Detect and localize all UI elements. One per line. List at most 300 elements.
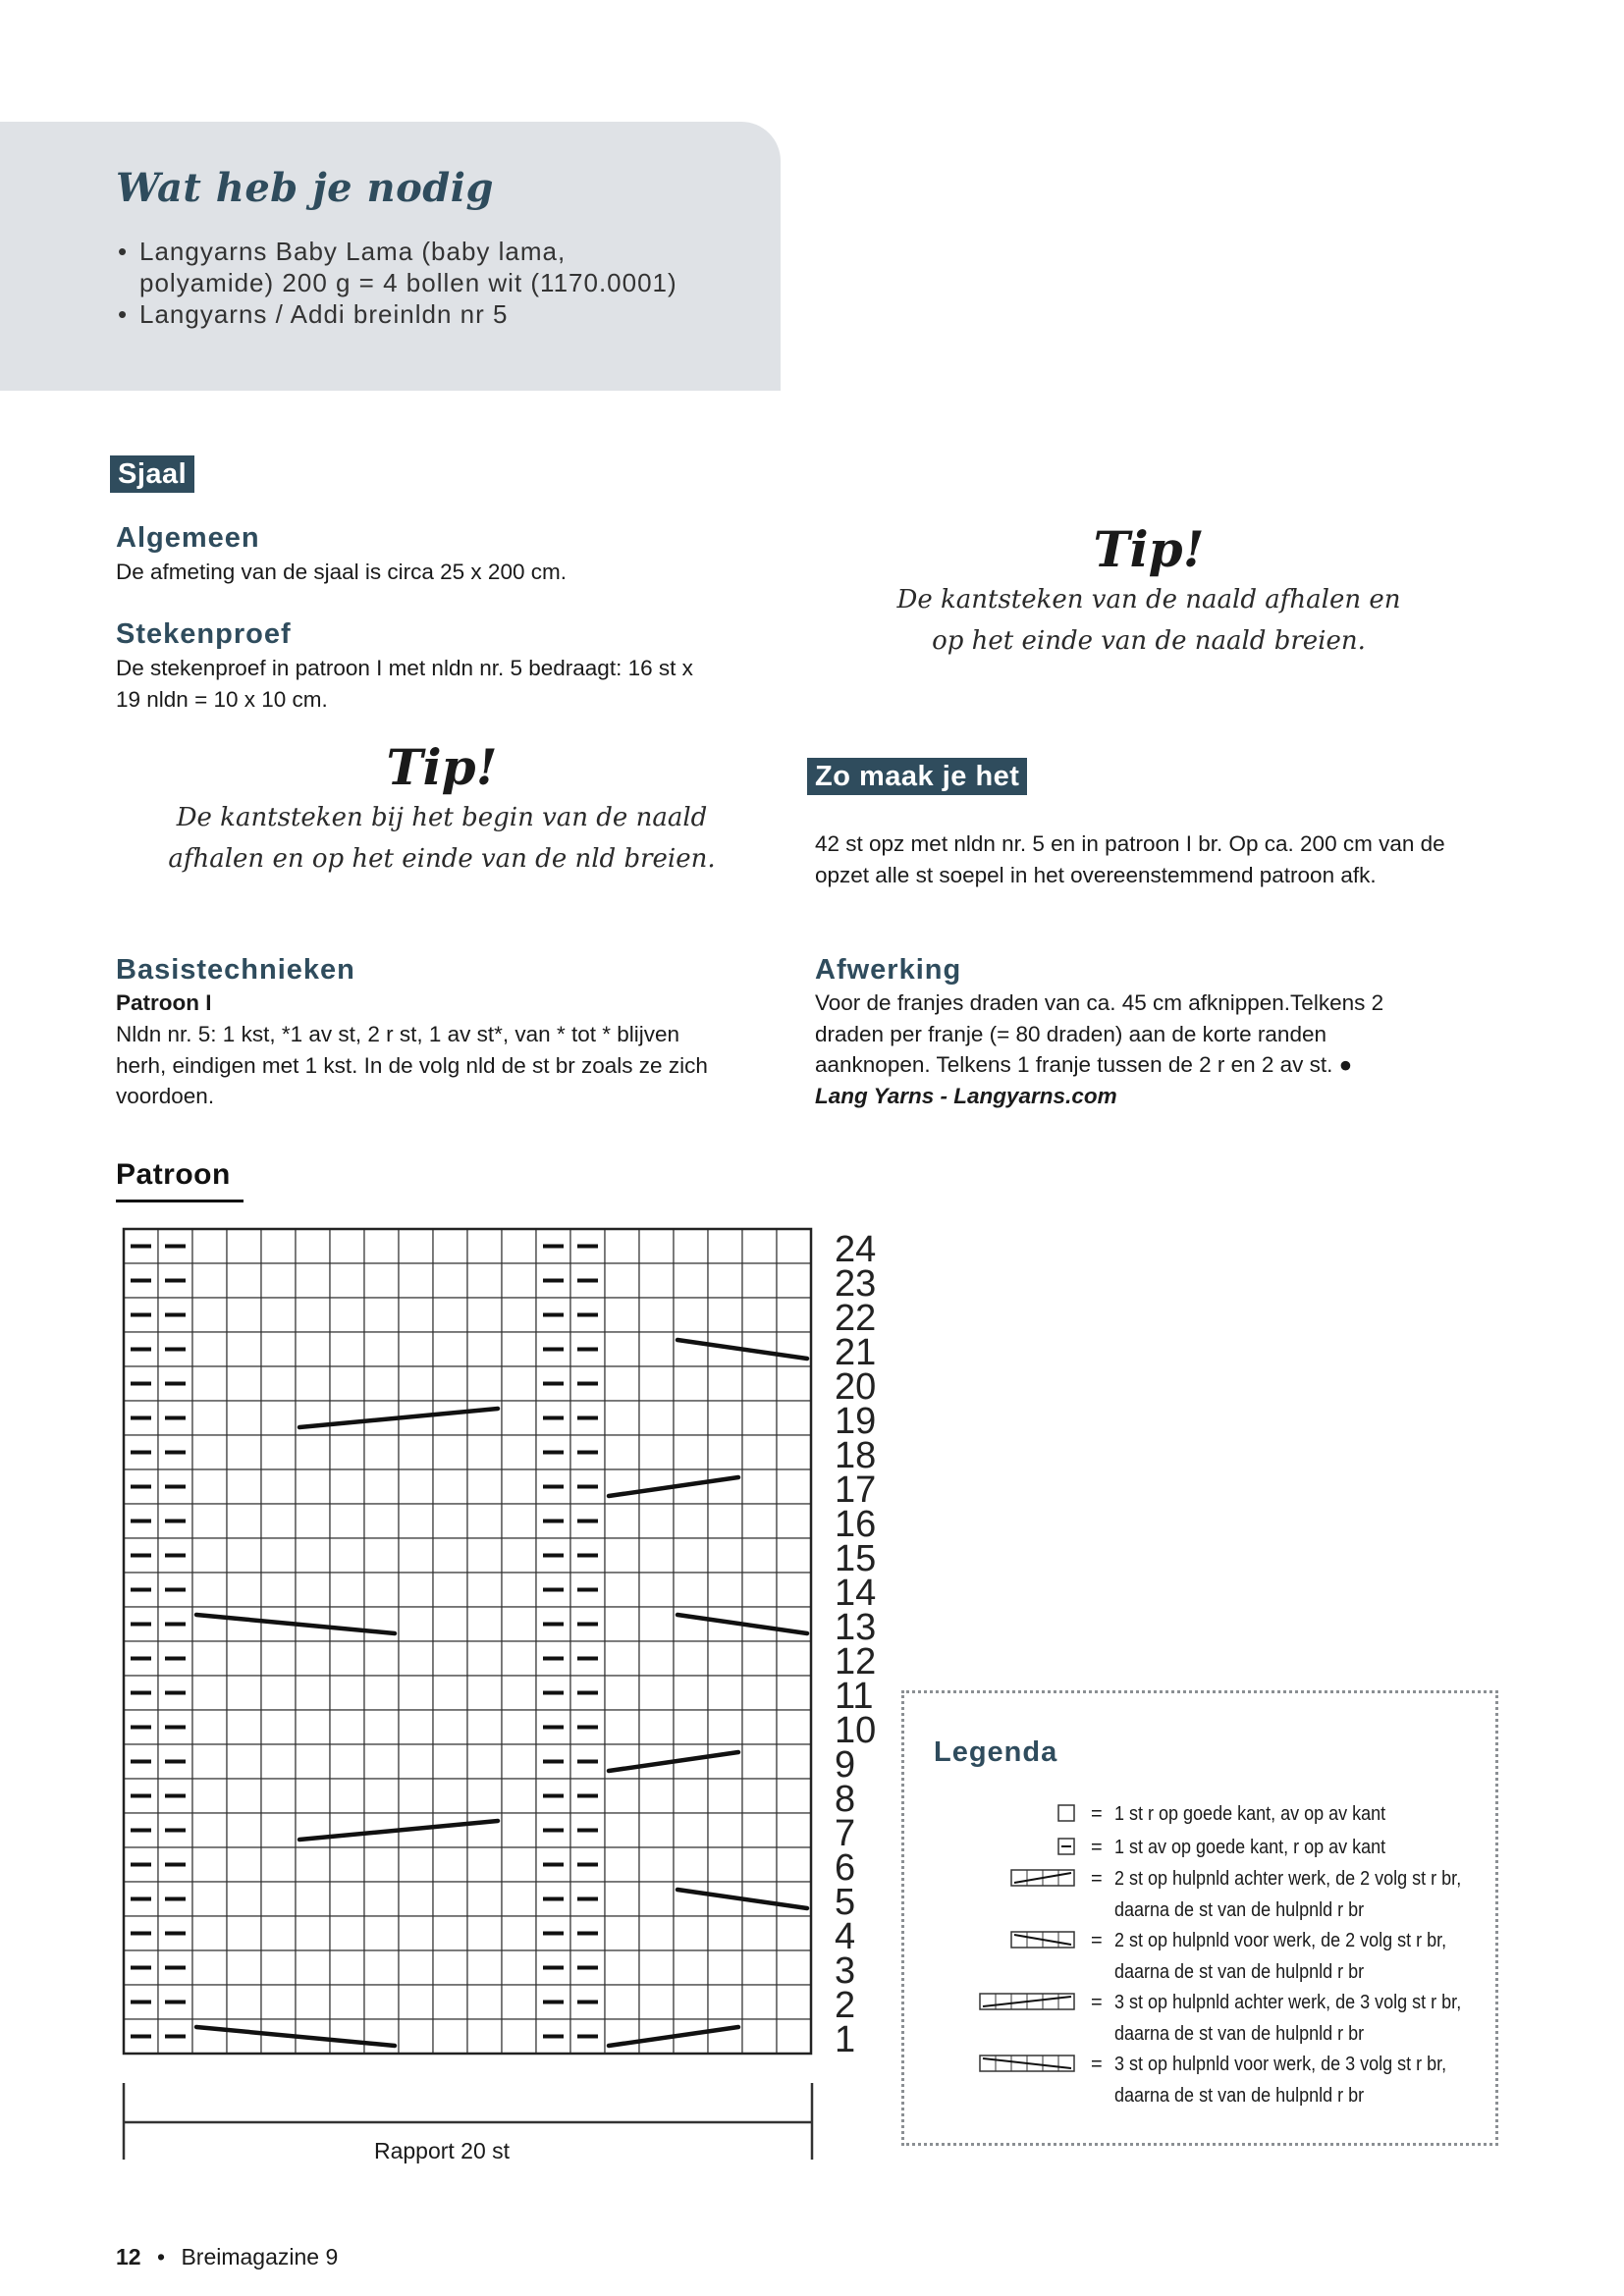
chart-cell bbox=[261, 1366, 296, 1401]
chart-cell bbox=[433, 1950, 467, 1985]
chart-cell bbox=[124, 1469, 158, 1504]
chart-cell bbox=[742, 2019, 777, 2054]
chart-cell bbox=[158, 1229, 192, 1263]
chart-cell bbox=[777, 1332, 811, 1366]
chart-cell bbox=[467, 1607, 502, 1641]
chart-cell bbox=[296, 1504, 330, 1538]
legend-entry bbox=[944, 1926, 1493, 1985]
chart-cell bbox=[708, 1779, 742, 1813]
row-number: 8 bbox=[835, 1779, 856, 1820]
legend-description: 1 st r op goede kant, av op av kant bbox=[1114, 1803, 1386, 1825]
chart-cell bbox=[364, 1779, 399, 1813]
chart-cell bbox=[674, 1504, 708, 1538]
section-tag-sjaal: Sjaal bbox=[110, 455, 194, 493]
chart-cell bbox=[227, 1229, 261, 1263]
cable-3-front-icon bbox=[979, 2055, 1075, 2077]
tip-title: Tip! bbox=[386, 738, 498, 796]
chart-cell bbox=[674, 1401, 708, 1435]
chart-cell bbox=[364, 1744, 399, 1779]
row-number: 9 bbox=[835, 1744, 856, 1786]
chart-cell bbox=[467, 1744, 502, 1779]
text-basistechnieken: Nldn nr. 5: 1 kst, *1 av st, 2 r st, 1 av st*, van * tot * blijven herh, eindigen met 1 kst. In de volg nld de st br zoals ze zich voordoen. bbox=[116, 1022, 708, 1108]
chart-cell bbox=[777, 1263, 811, 1298]
chart-cell bbox=[330, 1504, 364, 1538]
chart-cell bbox=[502, 1332, 536, 1366]
chart-cell bbox=[158, 1985, 192, 2019]
magazine-name: Breimagazine 9 bbox=[181, 2244, 339, 2269]
chart-cell bbox=[502, 1744, 536, 1779]
chart-cell bbox=[399, 1573, 433, 1607]
chart-cell bbox=[227, 1469, 261, 1504]
chart-cell bbox=[124, 1847, 158, 1882]
legend-description: 3 st op hulpnld voor werk, de 3 volg st r br, daarna de st van de hulpnld r br bbox=[1114, 2054, 1447, 2107]
chart-cell bbox=[261, 1469, 296, 1504]
chart-cell bbox=[639, 1950, 674, 1985]
legend-equals: = bbox=[1091, 1803, 1103, 1825]
chart-cell bbox=[399, 1504, 433, 1538]
chart-cell bbox=[467, 1950, 502, 1985]
chart-cell bbox=[399, 1332, 433, 1366]
chart-cell bbox=[708, 1607, 742, 1641]
chart-cell bbox=[296, 1401, 330, 1435]
chart-cell bbox=[570, 1435, 605, 1469]
chart-cell bbox=[399, 1676, 433, 1710]
chart-cell bbox=[330, 1263, 364, 1298]
chart-border bbox=[124, 1229, 811, 2054]
chart-cell bbox=[399, 2019, 433, 2054]
chart-cell bbox=[261, 1332, 296, 1366]
chart-cell bbox=[124, 1779, 158, 1813]
chart-cell bbox=[742, 1779, 777, 1813]
chart-cell bbox=[536, 1332, 570, 1366]
chart-cell bbox=[433, 1641, 467, 1676]
text-algemeen: De afmeting van de sjaal is circa 25 x 200 cm. bbox=[116, 560, 567, 584]
chart-cell bbox=[330, 1744, 364, 1779]
chart-cell bbox=[708, 1710, 742, 1744]
chart-cell bbox=[296, 1607, 330, 1641]
chart-cell bbox=[330, 1779, 364, 1813]
chart-cell bbox=[777, 1710, 811, 1744]
chart-cell bbox=[674, 1779, 708, 1813]
chart-cell bbox=[605, 1847, 639, 1882]
chart-cell bbox=[227, 1607, 261, 1641]
legend-entry bbox=[944, 1864, 1493, 1923]
chart-cell bbox=[605, 1573, 639, 1607]
row-number: 2 bbox=[835, 1985, 856, 2026]
chart-cell bbox=[742, 1607, 777, 1641]
chart-cell bbox=[777, 1641, 811, 1676]
chart-cell bbox=[399, 1435, 433, 1469]
chart-cell bbox=[296, 1538, 330, 1573]
chart-cell bbox=[536, 1401, 570, 1435]
chart-cell bbox=[708, 1813, 742, 1847]
chart-cell bbox=[536, 1641, 570, 1676]
chart-cell bbox=[433, 1710, 467, 1744]
chart-cell bbox=[399, 1916, 433, 1950]
chart-cell bbox=[227, 1882, 261, 1916]
row-number: 13 bbox=[835, 1607, 877, 1648]
chart-cell bbox=[124, 2019, 158, 2054]
chart-cell bbox=[227, 1847, 261, 1882]
chart-cell bbox=[708, 1504, 742, 1538]
chart-cell bbox=[227, 2019, 261, 2054]
chart-cell bbox=[296, 1332, 330, 1366]
chart-cell bbox=[777, 1779, 811, 1813]
chart-cell bbox=[502, 1366, 536, 1401]
patroon-title-underline bbox=[116, 1200, 244, 1202]
chart-cell bbox=[192, 1710, 227, 1744]
chart-cell bbox=[433, 1813, 467, 1847]
chart-cell bbox=[227, 1298, 261, 1332]
chart-cell bbox=[124, 1710, 158, 1744]
cable-2-back-icon bbox=[1010, 1869, 1075, 1892]
chart-cell bbox=[708, 1950, 742, 1985]
row-number: 22 bbox=[835, 1298, 877, 1339]
chart-cell bbox=[708, 1401, 742, 1435]
chart-cell bbox=[192, 1847, 227, 1882]
chart-cell bbox=[674, 1916, 708, 1950]
chart-cell bbox=[742, 1298, 777, 1332]
row-number: 1 bbox=[835, 2019, 856, 2060]
chart-cell bbox=[742, 1469, 777, 1504]
chart-cell bbox=[158, 1538, 192, 1573]
chart-cell bbox=[570, 1538, 605, 1573]
chart-cell bbox=[261, 1504, 296, 1538]
chart-cell bbox=[330, 1573, 364, 1607]
chart-cell bbox=[502, 1573, 536, 1607]
chart-cell bbox=[708, 1332, 742, 1366]
chart-cell bbox=[158, 1332, 192, 1366]
chart-cell bbox=[227, 1504, 261, 1538]
chart-cell bbox=[570, 1401, 605, 1435]
chart-cell bbox=[364, 1813, 399, 1847]
chart-cell bbox=[192, 1779, 227, 1813]
chart-cell bbox=[261, 1744, 296, 1779]
chart-cell bbox=[158, 1882, 192, 1916]
text-afwerking: Voor de franjes draden van ca. 45 cm afknippen.Telkens 2 draden per franje (= 80 draden) aan de korte randen aanknopen. Telkens 1 franje tussen de 2 r en 2 av st. ● bbox=[815, 990, 1384, 1077]
chart-cell bbox=[124, 1401, 158, 1435]
purl-square-icon bbox=[1057, 1838, 1075, 1860]
chart-cell bbox=[742, 1229, 777, 1263]
chart-cell bbox=[399, 1985, 433, 2019]
chart-cell bbox=[261, 1882, 296, 1916]
chart-cell bbox=[708, 1847, 742, 1882]
chart-cell bbox=[330, 1229, 364, 1263]
chart-cell bbox=[708, 1469, 742, 1504]
chart-cell bbox=[261, 1401, 296, 1435]
chart-cell bbox=[674, 1263, 708, 1298]
chart-cell bbox=[674, 1229, 708, 1263]
chart-cell bbox=[261, 1985, 296, 2019]
chart-cell bbox=[330, 1882, 364, 1916]
chart-cell bbox=[502, 1779, 536, 1813]
chart-cell bbox=[399, 1298, 433, 1332]
chart-cell bbox=[330, 1676, 364, 1710]
chart-cell bbox=[158, 1641, 192, 1676]
chart-cell bbox=[502, 1401, 536, 1435]
chart-cell bbox=[399, 1882, 433, 1916]
chart-cell bbox=[364, 2019, 399, 2054]
chart-cell bbox=[399, 1229, 433, 1263]
row-number: 15 bbox=[835, 1538, 877, 1579]
chart-cell bbox=[330, 1985, 364, 2019]
chart-cell bbox=[330, 1847, 364, 1882]
chart-cell bbox=[261, 1779, 296, 1813]
chart-cell bbox=[467, 1985, 502, 2019]
chart-cell bbox=[674, 1985, 708, 2019]
chart-cell bbox=[433, 1985, 467, 2019]
chart-cell bbox=[261, 1229, 296, 1263]
chart-cell bbox=[261, 1538, 296, 1573]
chart-cell bbox=[777, 1504, 811, 1538]
chart-cell bbox=[227, 1538, 261, 1573]
chart-cell bbox=[674, 1813, 708, 1847]
chart-cell bbox=[227, 1401, 261, 1435]
chart-cell bbox=[261, 1607, 296, 1641]
chart-cell bbox=[570, 1916, 605, 1950]
chart-cell bbox=[502, 1916, 536, 1950]
cable-mark bbox=[299, 1821, 498, 1840]
chart-cell bbox=[433, 1779, 467, 1813]
chart-cell bbox=[330, 1469, 364, 1504]
cable-mark bbox=[609, 1752, 738, 1771]
chart-cell bbox=[742, 1813, 777, 1847]
chart-cell bbox=[261, 1916, 296, 1950]
chart-cell bbox=[433, 1573, 467, 1607]
chart-cell bbox=[192, 1744, 227, 1779]
chart-cell bbox=[536, 1607, 570, 1641]
chart-cell bbox=[261, 1641, 296, 1676]
legend-equals: = bbox=[1091, 1868, 1103, 1890]
chart-cell bbox=[777, 1985, 811, 2019]
chart-cell bbox=[639, 1847, 674, 1882]
chart-cell bbox=[742, 1401, 777, 1435]
chart-cell bbox=[639, 1916, 674, 1950]
chart-cell bbox=[330, 2019, 364, 2054]
chart-cell bbox=[536, 1676, 570, 1710]
chart-cell bbox=[227, 1779, 261, 1813]
chart-cell bbox=[639, 1607, 674, 1641]
chart-cell bbox=[192, 1985, 227, 2019]
chart-cell bbox=[158, 1401, 192, 1435]
chart-cell bbox=[570, 1882, 605, 1916]
chart-cell bbox=[674, 1298, 708, 1332]
chart-cell bbox=[192, 1504, 227, 1538]
row-number: 4 bbox=[835, 1916, 856, 1957]
chart-cell bbox=[124, 1263, 158, 1298]
chart-cell bbox=[227, 1366, 261, 1401]
chart-cell bbox=[296, 2019, 330, 2054]
chart-cell bbox=[227, 1744, 261, 1779]
chart-cell bbox=[605, 1538, 639, 1573]
chart-cell bbox=[296, 1813, 330, 1847]
chart-cell bbox=[192, 1538, 227, 1573]
chart-cell bbox=[399, 1744, 433, 1779]
tip-text: De kantsteken bij het begin van de naald afhalen en op het einde van de nld breien. bbox=[168, 803, 716, 874]
chart-cell bbox=[674, 1950, 708, 1985]
chart-cell bbox=[192, 1332, 227, 1366]
chart-cell bbox=[605, 1985, 639, 2019]
chart-cell bbox=[570, 1298, 605, 1332]
chart-cell bbox=[708, 1435, 742, 1469]
chart-cell bbox=[674, 1607, 708, 1641]
rapport-label: Rapport 20 st bbox=[373, 2138, 511, 2163]
chart-cell bbox=[570, 1779, 605, 1813]
chart-cell bbox=[124, 1813, 158, 1847]
cable-mark bbox=[196, 2027, 395, 2046]
chart-cell bbox=[742, 1263, 777, 1298]
chart-cell bbox=[708, 1985, 742, 2019]
chart-cell bbox=[639, 1882, 674, 1916]
chart-cell bbox=[742, 1641, 777, 1676]
chart-cell bbox=[742, 1332, 777, 1366]
row-number: 6 bbox=[835, 1847, 856, 1889]
chart-cell bbox=[158, 1298, 192, 1332]
legend-equals: = bbox=[1091, 1930, 1103, 1951]
chart-cell bbox=[124, 1573, 158, 1607]
chart-cell bbox=[364, 1676, 399, 1710]
row-number: 14 bbox=[835, 1573, 877, 1614]
chart-cell bbox=[399, 1710, 433, 1744]
chart-cell bbox=[192, 1298, 227, 1332]
chart-cell bbox=[467, 1538, 502, 1573]
chart-cell bbox=[227, 1916, 261, 1950]
chart-cell bbox=[605, 1950, 639, 1985]
chart-cell bbox=[639, 1263, 674, 1298]
row-number: 17 bbox=[835, 1469, 877, 1511]
chart-cell bbox=[296, 1263, 330, 1298]
chart-cell bbox=[639, 2019, 674, 2054]
chart-cell bbox=[330, 1435, 364, 1469]
chart-cell bbox=[227, 1710, 261, 1744]
chart-cell bbox=[708, 1641, 742, 1676]
chart-cell bbox=[467, 1641, 502, 1676]
chart-cell bbox=[742, 1985, 777, 2019]
chart-cell bbox=[536, 1779, 570, 1813]
chart-cell bbox=[399, 1469, 433, 1504]
chart-cell bbox=[570, 1573, 605, 1607]
tip-title: Tip! bbox=[1093, 520, 1205, 578]
chart-cell bbox=[536, 2019, 570, 2054]
heading-basistechnieken: Basistechnieken bbox=[116, 954, 355, 986]
chart-cell bbox=[502, 1847, 536, 1882]
chart-cell bbox=[570, 1744, 605, 1779]
materials-item: • Langyarns Baby Lama (baby lama, polyamide) 200 g = 4 bollen wit (1170.0001) bbox=[118, 236, 689, 298]
chart-cell bbox=[399, 1950, 433, 1985]
chart-cell bbox=[605, 1882, 639, 1916]
chart-cell bbox=[227, 1332, 261, 1366]
chart-cell bbox=[777, 1607, 811, 1641]
chart-cell bbox=[261, 1950, 296, 1985]
chart-cell bbox=[502, 1882, 536, 1916]
chart-cell bbox=[296, 1779, 330, 1813]
chart-cell bbox=[605, 1607, 639, 1641]
chart-cell bbox=[158, 1504, 192, 1538]
chart-cell bbox=[192, 1882, 227, 1916]
chart-cell bbox=[536, 1229, 570, 1263]
chart-cell bbox=[502, 1263, 536, 1298]
chart-cell bbox=[296, 1710, 330, 1744]
cable-2-front-icon bbox=[1010, 1931, 1075, 1953]
chart-cell bbox=[605, 1229, 639, 1263]
chart-cell bbox=[708, 2019, 742, 2054]
chart-cell bbox=[467, 1813, 502, 1847]
chart-cell bbox=[639, 1401, 674, 1435]
chart-cell bbox=[777, 1469, 811, 1504]
chart-cell bbox=[777, 1847, 811, 1882]
chart-cell bbox=[536, 1366, 570, 1401]
chart-cell bbox=[502, 1469, 536, 1504]
chart-cell bbox=[742, 1366, 777, 1401]
chart-cell bbox=[708, 1744, 742, 1779]
chart-cell bbox=[605, 1813, 639, 1847]
chart-cell bbox=[674, 1882, 708, 1916]
chart-cell bbox=[536, 1435, 570, 1469]
chart-cell bbox=[399, 1366, 433, 1401]
chart-cell bbox=[296, 1435, 330, 1469]
tip-text: De kantsteken van de naald afhalen en op het einde van de naald breien. bbox=[896, 585, 1401, 656]
chart-cell bbox=[124, 1916, 158, 1950]
chart-cell bbox=[742, 1710, 777, 1744]
chart-cell bbox=[674, 1469, 708, 1504]
chart-cell bbox=[364, 1607, 399, 1641]
chart-cell bbox=[158, 2019, 192, 2054]
chart-cell bbox=[570, 2019, 605, 2054]
chart-cell bbox=[124, 1744, 158, 1779]
chart-cell bbox=[124, 1676, 158, 1710]
chart-cell bbox=[742, 1744, 777, 1779]
chart-cell bbox=[742, 1573, 777, 1607]
chart-cell bbox=[536, 1882, 570, 1916]
chart-cell bbox=[777, 1573, 811, 1607]
chart-cell bbox=[639, 1229, 674, 1263]
text-zo-maak: 42 st opz met nldn nr. 5 en in patroon I br. Op ca. 200 cm van de opzet alle st soepel in het overeenstemmend patroon afk. bbox=[815, 831, 1445, 887]
legend-box bbox=[901, 1690, 1498, 2146]
chart-cell bbox=[708, 1538, 742, 1573]
cable-3-back-icon bbox=[979, 1993, 1075, 2015]
chart-cell bbox=[467, 1332, 502, 1366]
chart-cell bbox=[605, 1469, 639, 1504]
chart-cell bbox=[261, 2019, 296, 2054]
chart-cell bbox=[639, 1435, 674, 1469]
chart-cell bbox=[261, 1573, 296, 1607]
chart-cell bbox=[708, 1882, 742, 1916]
chart-cell bbox=[296, 1882, 330, 1916]
legend-description: 1 st av op goede kant, r op av kant bbox=[1114, 1837, 1386, 1858]
chart-cell bbox=[124, 1641, 158, 1676]
tip-left bbox=[137, 738, 746, 880]
chart-cell bbox=[536, 1469, 570, 1504]
chart-cell bbox=[364, 1469, 399, 1504]
chart-cell bbox=[467, 1916, 502, 1950]
row-number: 19 bbox=[835, 1401, 877, 1442]
chart-cell bbox=[605, 2019, 639, 2054]
chart-cell bbox=[777, 1401, 811, 1435]
chart-cell bbox=[399, 1779, 433, 1813]
chart-cell bbox=[158, 1676, 192, 1710]
chart-cell bbox=[742, 1916, 777, 1950]
chart-cell bbox=[467, 2019, 502, 2054]
chart-cell bbox=[742, 1538, 777, 1573]
materials-list bbox=[118, 236, 689, 330]
chart-cell bbox=[674, 1435, 708, 1469]
chart-cell bbox=[777, 2019, 811, 2054]
chart-cell bbox=[777, 1676, 811, 1710]
legend-entry bbox=[944, 1988, 1493, 2047]
section-tag-zo-maak: Zo maak je het bbox=[807, 758, 1027, 795]
heading-algemeen: Algemeen bbox=[116, 522, 260, 554]
chart-cell bbox=[742, 1435, 777, 1469]
